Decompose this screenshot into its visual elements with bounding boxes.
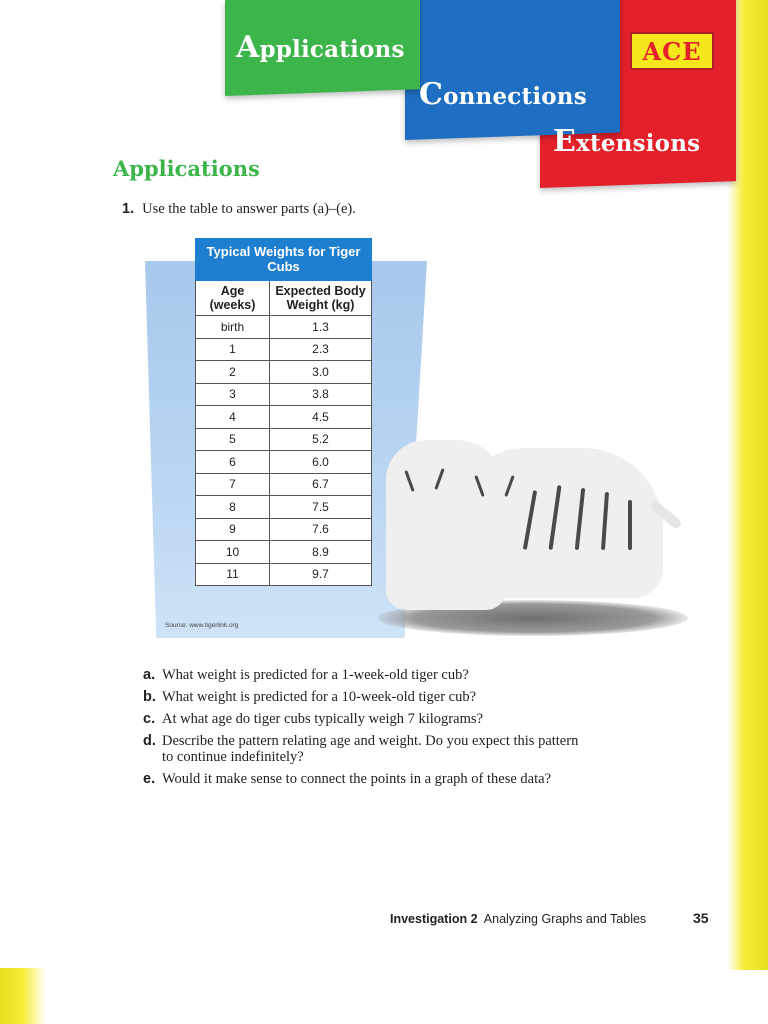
question-d: d. Describe the pattern relating age and weight. Do you expect this pattern to continue indefinitely? (143, 733, 579, 765)
weight-cell: 3.8 (270, 383, 372, 406)
source-note: Source: www.tigerlink.org (165, 622, 239, 629)
weight-column-header: Expected Body Weight (kg) (270, 281, 372, 316)
age-cell: 7 (196, 473, 270, 496)
extensions-banner-label: Extensions (553, 124, 701, 159)
table-row (196, 563, 372, 586)
age-cell: 11 (196, 563, 270, 586)
weight-cell: 5.2 (270, 428, 372, 451)
problem-1 (122, 201, 356, 218)
age-cell: 3 (196, 383, 270, 406)
weight-cell: 9.7 (270, 563, 372, 586)
age-cell: 1 (196, 338, 270, 361)
connections-banner (405, 0, 620, 140)
page-footer (390, 910, 709, 926)
age-cell: 6 (196, 451, 270, 474)
weight-cell: 7.6 (270, 518, 372, 541)
table-row (196, 428, 372, 451)
section-title: Applications (113, 156, 260, 181)
table-row (196, 518, 372, 541)
weight-cell: 2.3 (270, 338, 372, 361)
age-cell: 8 (196, 496, 270, 519)
footer-title: Analyzing Graphs and Tables (483, 912, 647, 926)
weight-cell: 1.3 (270, 316, 372, 339)
age-cell: 5 (196, 428, 270, 451)
question-c: c. At what age do tiger cubs typically weigh 7 kilograms? (143, 711, 483, 727)
page-corner-yellow (0, 968, 46, 1024)
applications-banner-label: Applications (236, 30, 405, 65)
problem-text: Use the table to answer parts (a)–(e). (142, 201, 356, 217)
question-a: a. What weight is predicted for a 1-week-old tiger cub? (143, 667, 469, 683)
connections-banner-label: Connections (419, 77, 587, 112)
age-cell: 9 (196, 518, 270, 541)
table-row (196, 383, 372, 406)
weight-cell: 3.0 (270, 361, 372, 384)
problem-number: 1. (122, 201, 135, 217)
question-e: e. Would it make sense to connect the points in a graph of these data? (143, 771, 552, 787)
weight-cell: 6.0 (270, 451, 372, 474)
footer-investigation: Investigation 2 (390, 912, 478, 926)
weight-cell: 4.5 (270, 406, 372, 429)
age-cell: birth (196, 316, 270, 339)
tiger-cubs-photo (378, 430, 688, 640)
table-row (196, 451, 372, 474)
table-row (196, 473, 372, 496)
weight-cell: 6.7 (270, 473, 372, 496)
table-row (196, 496, 372, 519)
question-list (143, 667, 582, 793)
weight-cell: 8.9 (270, 541, 372, 564)
age-cell: 4 (196, 406, 270, 429)
table-row (196, 406, 372, 429)
age-cell: 10 (196, 541, 270, 564)
table-row (196, 316, 372, 339)
question-b: b. What weight is predicted for a 10-week-old tiger cub? (143, 689, 477, 705)
age-column-header: Age (weeks) (196, 281, 270, 316)
table-row (196, 338, 372, 361)
weight-cell: 7.5 (270, 496, 372, 519)
page-number: 35 (693, 910, 709, 926)
ace-badge: ACE (630, 32, 714, 70)
table-row (196, 361, 372, 384)
table-row (196, 541, 372, 564)
age-cell: 2 (196, 361, 270, 384)
table-caption: Typical Weights for Tiger Cubs (196, 239, 372, 281)
tiger-weight-table (195, 238, 372, 586)
